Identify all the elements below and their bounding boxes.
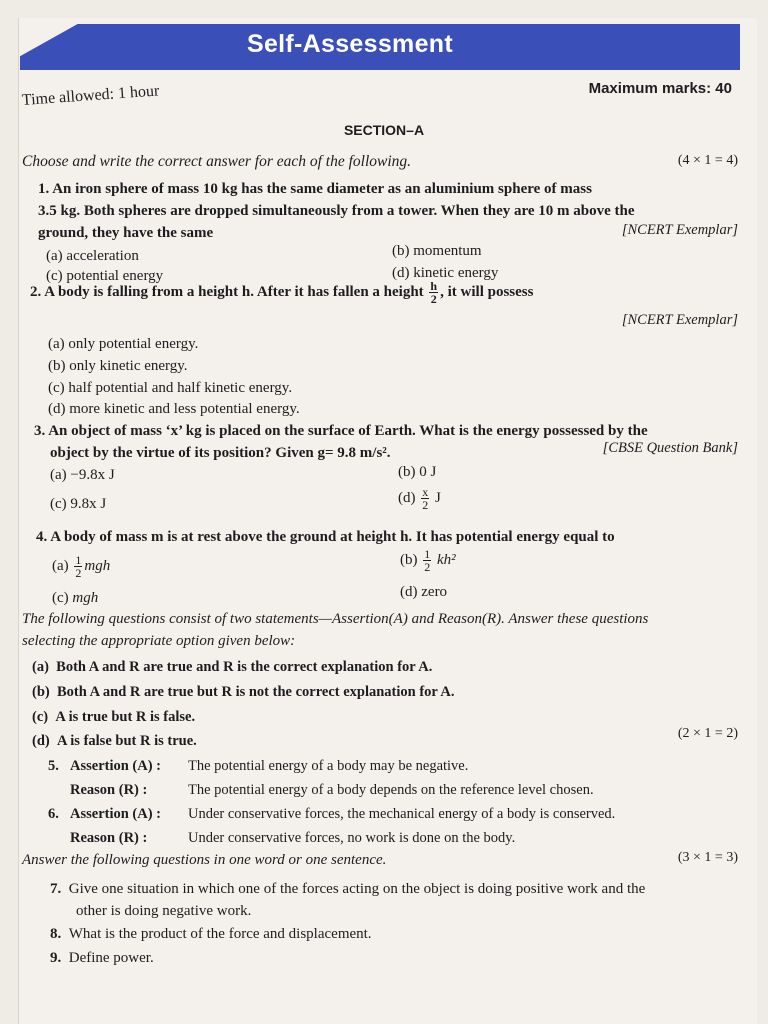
option-text: 0 J	[419, 464, 437, 480]
option-label: (a)	[46, 248, 63, 264]
option	[48, 401, 300, 418]
option	[400, 584, 447, 601]
question-source: [NCERT Exemplar]	[621, 222, 738, 238]
question-line: Give one situation in which one of the forces acting on the object is doing positive work and the	[68, 881, 646, 897]
option	[46, 248, 139, 265]
option-text: kinetic energy	[413, 265, 499, 281]
option	[392, 243, 482, 260]
option-text: −9.8x J	[70, 467, 115, 483]
choice-text: A is false but R is true.	[56, 733, 197, 749]
option-label: (b)	[392, 243, 410, 259]
question-1	[38, 178, 635, 244]
ar-choice	[32, 709, 195, 726]
reason-row	[48, 782, 594, 799]
option	[50, 496, 106, 513]
assertion-row	[48, 806, 615, 823]
question-number: 6.	[48, 806, 59, 822]
question-text: , it will possess	[440, 283, 534, 300]
choice-label: (b)	[32, 684, 50, 700]
option-text: J	[435, 489, 441, 506]
assertion-reason-instruction	[22, 608, 744, 652]
question-number: 2.	[30, 283, 42, 300]
fraction-denominator: 2	[422, 498, 429, 512]
option-text: kh²	[437, 551, 456, 568]
question-number: 8.	[50, 926, 62, 942]
option-label: (d)	[392, 265, 410, 281]
option-label: (a)	[48, 336, 65, 352]
assertion-row	[48, 758, 468, 775]
question-line: other is doing negative work.	[76, 903, 252, 919]
reason-label: Reason (R) :	[70, 782, 148, 798]
assertion-reason-score: (2 × 1 = 2)	[677, 726, 738, 741]
option-text: mgh	[84, 557, 111, 574]
question-line: object by the virtue of its position? Given g= 9.8 m/s².	[50, 445, 391, 461]
option-text: more kinetic and less potential energy.	[69, 401, 300, 417]
option-text: acceleration	[66, 248, 139, 264]
question-2	[30, 280, 533, 305]
ar-choice	[32, 659, 432, 676]
option-text: mgh	[72, 590, 99, 606]
choice-text: Both A and R are true but R is not the correct explanation for A.	[56, 684, 455, 700]
option	[50, 467, 115, 484]
option	[400, 548, 456, 573]
option-label: (b)	[48, 358, 66, 374]
option-label: (a)	[52, 557, 69, 574]
option-label: (d)	[400, 584, 418, 600]
option	[52, 590, 98, 607]
assertion-text: Under conservative forces, the mechanical energy of a body is conserved.	[188, 806, 616, 822]
assertion-text: The potential energy of a body may be negative.	[188, 758, 469, 774]
fraction-numerator: x	[422, 485, 429, 499]
fraction	[74, 554, 82, 579]
question-line: ground, they have the same	[38, 225, 214, 241]
reason-text: Under conservative forces, no work is done on the body.	[188, 830, 516, 846]
question-number: 4.	[36, 529, 48, 545]
option-text: potential energy	[66, 268, 164, 284]
section-a-instruction: Choose and write the correct answer for each of the following.	[22, 153, 412, 170]
choice-label: (a)	[32, 659, 49, 675]
reason-row	[48, 830, 515, 847]
time-allowed: Time allowed: 1 hour	[21, 82, 160, 109]
option-label: (b)	[400, 551, 418, 568]
option-label: (c)	[50, 496, 67, 512]
question-number: 9.	[50, 950, 62, 966]
choice-text: Both A and R are true and R is the correct explanation for A.	[56, 659, 433, 675]
question-text: A body of mass m is at rest above the ground at height h. It has potential energy equal to	[50, 529, 615, 545]
question-7	[50, 878, 750, 922]
fraction-denominator: 2	[430, 292, 437, 306]
short-answer-score: (3 × 1 = 3)	[677, 850, 738, 865]
question-number: 7.	[50, 881, 62, 897]
assertion-label: Assertion (A) :	[70, 806, 162, 822]
choice-label: (d)	[32, 733, 50, 749]
option-label: (b)	[398, 464, 416, 480]
ar-choice	[32, 733, 197, 750]
choice-label: (c)	[32, 709, 49, 725]
instruction-line: The following questions consist of two statements—Assertion(A) and Reason(R). Answer these questions	[22, 611, 649, 627]
option	[48, 380, 292, 397]
option-text: only kinetic energy.	[69, 358, 188, 374]
option-label: (a)	[50, 467, 67, 483]
section-heading: SECTION–A	[343, 122, 425, 138]
option-label: (c)	[48, 380, 65, 396]
question-4	[36, 526, 615, 548]
ar-choice	[32, 684, 455, 701]
option-text: 9.8x J	[70, 496, 107, 512]
question-line: What is the product of the force and displacement.	[68, 926, 372, 942]
question-text: A body is falling from a height h. After it has fallen a height	[44, 283, 424, 300]
option-text: half potential and half kinetic energy.	[68, 380, 293, 396]
instruction-line: selecting the appropriate option given below:	[22, 633, 296, 649]
fraction	[423, 548, 431, 573]
question-line: Define power.	[68, 950, 154, 966]
fraction-denominator: 2	[75, 566, 82, 580]
option	[52, 554, 110, 579]
option-label: (d)	[398, 489, 416, 506]
question-line: An iron sphere of mass 10 kg has the same diameter as an aluminium sphere of mass	[52, 181, 592, 197]
option	[48, 358, 188, 375]
question-source: [NCERT Exemplar]	[621, 312, 738, 328]
page-title: Self-Assessment	[247, 30, 453, 58]
assertion-label: Assertion (A) :	[70, 758, 162, 774]
option-label: (c)	[52, 590, 69, 606]
fraction	[429, 280, 438, 305]
fraction-denominator: 2	[424, 560, 431, 574]
option-text: momentum	[413, 243, 482, 259]
section-a-score: (4 × 1 = 4)	[677, 153, 738, 168]
option	[398, 464, 436, 481]
fraction-numerator: h	[430, 279, 438, 293]
question-9	[50, 950, 154, 967]
question-source: [CBSE Question Bank]	[602, 440, 738, 456]
question-line: An object of mass ‘x’ kg is placed on the surface of Earth. What is the energy possessed by the	[48, 423, 648, 439]
option-text: zero	[421, 584, 448, 600]
question-8	[50, 926, 372, 943]
choice-text: A is true but R is false.	[55, 709, 196, 725]
option-label: (c)	[46, 268, 63, 284]
option	[48, 336, 198, 353]
reason-text: The potential energy of a body depends on the reference level chosen.	[188, 782, 594, 798]
question-number: 1.	[38, 181, 50, 197]
fraction-numerator: 1	[424, 547, 431, 561]
fraction-numerator: 1	[75, 553, 82, 567]
reason-label: Reason (R) :	[70, 830, 148, 846]
option-label: (d)	[48, 401, 66, 417]
fraction	[421, 486, 429, 511]
maximum-marks: Maximum marks: 40	[588, 80, 732, 97]
question-3	[34, 420, 648, 464]
question-number: 5.	[48, 758, 59, 774]
option	[398, 486, 441, 511]
question-number: 3.	[34, 423, 46, 439]
question-line: 3.5 kg. Both spheres are dropped simultaneously from a tower. When they are 10 m above the	[38, 203, 635, 219]
option-text: only potential energy.	[68, 336, 199, 352]
short-answer-instruction: Answer the following questions in one word or one sentence.	[22, 852, 387, 868]
